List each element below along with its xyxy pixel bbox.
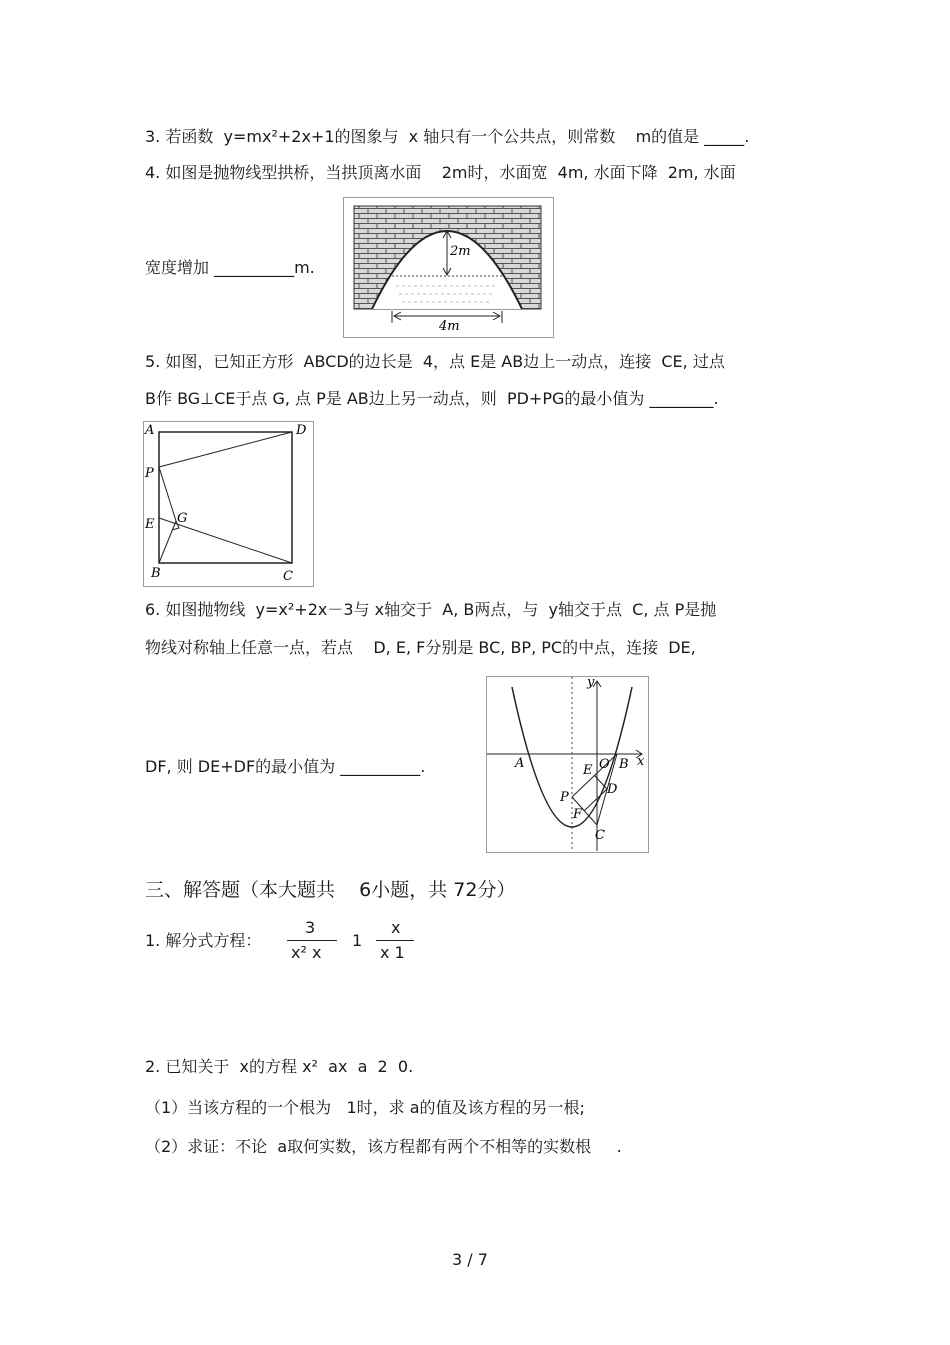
a2-part2: （2）求证：不论 a取何实数，该方程都有两个不相等的实数根 .	[145, 1137, 622, 1156]
q4-text-line2: 宽度增加 __________m.	[145, 258, 315, 277]
label-B: B	[151, 566, 161, 581]
fraction-2-numerator: x	[391, 918, 401, 937]
square-figure	[143, 421, 314, 587]
section-heading: 三、解答题（本大题共 6小题，共 72分）	[145, 879, 516, 901]
a2-part1: （1）当该方程的一个根为 1时，求 a的值及该方程的另一根;	[145, 1098, 585, 1117]
label-G: G	[177, 511, 188, 526]
label-D: D	[607, 782, 618, 797]
label-A: A	[515, 756, 525, 771]
arch-bridge-figure	[343, 197, 554, 338]
label-D: D	[296, 423, 307, 438]
a2-text-line1: 2. 已知关于 x的方程 x² ax a 2 0.	[145, 1057, 414, 1076]
label-P: P	[560, 790, 569, 805]
width-label: 4m	[439, 319, 460, 334]
label-B: B	[619, 757, 629, 772]
fraction-1-denominator: x² x	[291, 943, 322, 962]
a1-middle: 1	[352, 931, 363, 950]
fraction-1-bar	[287, 940, 337, 941]
q4-text-line1: 4. 如图是抛物线型拱桥，当拱顶离水面 2m时，水面宽 4m, 水面下降 2m, 水面	[145, 163, 736, 182]
parabola-figure	[486, 676, 649, 853]
label-C: C	[283, 569, 293, 584]
q5-text-line2: B作 BG⊥CE于点 G, 点 P是 AB边上另一动点，则 PD+PG的最小值为 ________.	[145, 389, 719, 408]
height-label: 2m	[450, 244, 471, 259]
label-F: F	[573, 807, 583, 822]
label-A: A	[145, 423, 155, 438]
page-number: 3 / 7	[452, 1250, 488, 1269]
fraction-2-denominator: x 1	[380, 943, 405, 962]
label-E: E	[583, 763, 593, 778]
q5-text-line1: 5. 如图，已知正方形 ABCD的边长是 4，点 E是 AB边上一动点，连接 CE, 过点	[145, 352, 725, 371]
q6-text-line1: 6. 如图抛物线 y=x²+2x－3与 x轴交于 A, B两点，与 y轴交于点 C, 点 P是抛	[145, 600, 717, 619]
label-O: O	[599, 757, 610, 772]
fraction-2-bar	[376, 940, 414, 941]
label-E: E	[145, 517, 155, 532]
q6-text-line3: DF, 则 DE+DF的最小值为 __________.	[145, 757, 426, 776]
q6-text-line2: 物线对称轴上任意一点，若点 D, E, F分别是 BC, BP, PC的中点，连接 DE,	[145, 638, 696, 657]
q3-text: 3. 若函数 y=mx²+2x+1的图象与 x 轴只有一个公共点，则常数 m的值是 _____.	[145, 127, 750, 146]
label-x: x	[637, 754, 645, 769]
fraction-1-numerator: 3	[305, 918, 316, 937]
label-C: C	[595, 828, 605, 843]
label-P: P	[145, 466, 154, 481]
label-y: y	[587, 677, 595, 690]
a1-prefix: 1. 解分式方程：	[145, 931, 262, 950]
